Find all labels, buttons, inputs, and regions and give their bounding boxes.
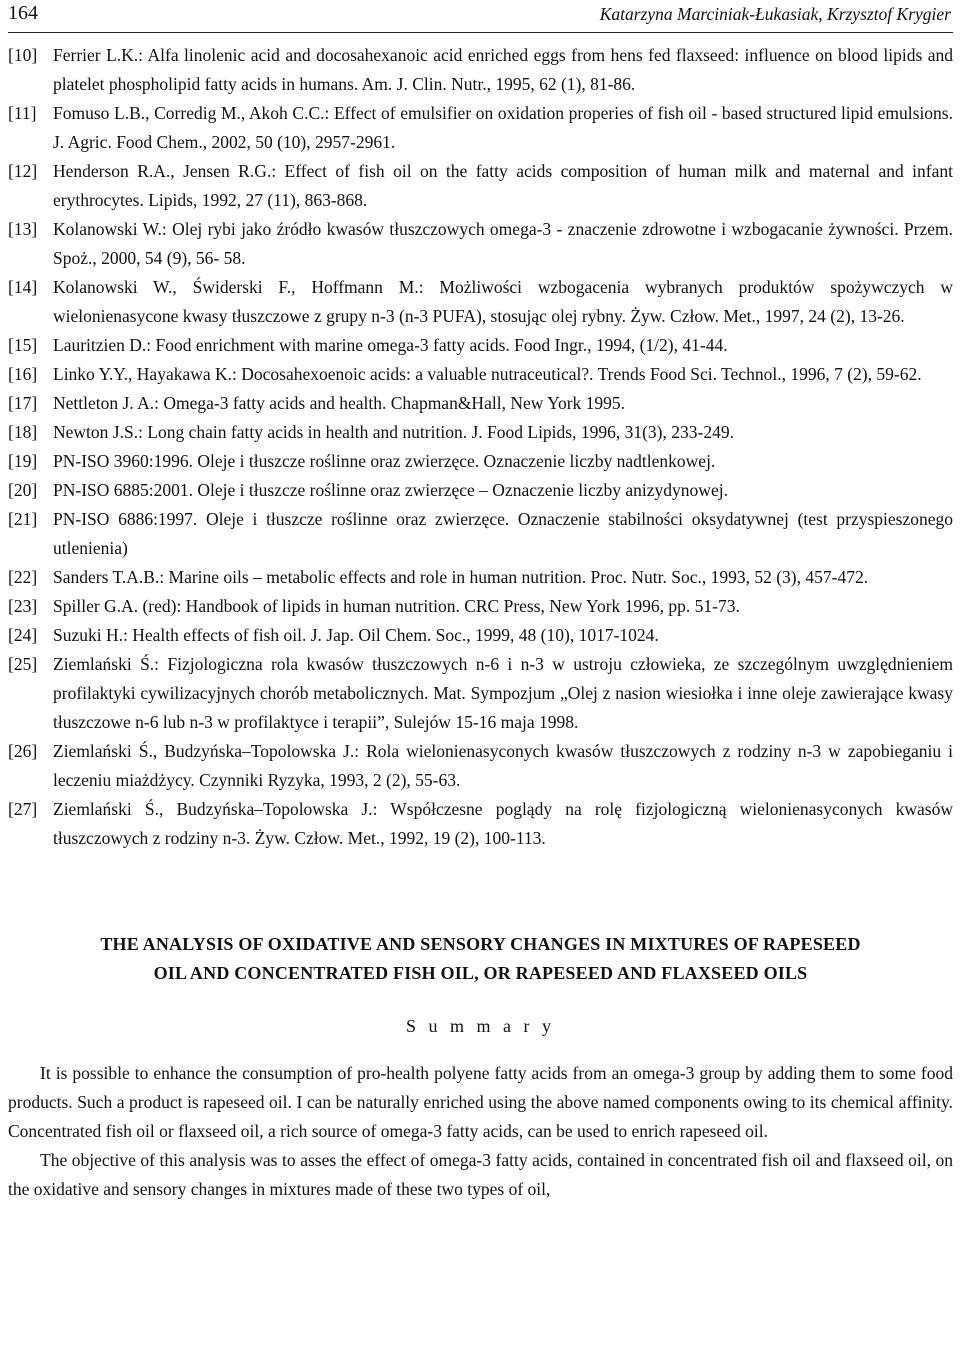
reference-number: [14] [8, 277, 38, 297]
reference-number: [13] [8, 219, 38, 239]
reference-item [8, 360, 953, 389]
reference-item [8, 215, 953, 273]
reference-item [8, 592, 953, 621]
reference-number: [26] [8, 741, 38, 761]
reference-item [8, 418, 953, 447]
reference-text: PN-ISO 3960:1996. Oleje i tłuszcze roślinne oraz zwierzęce. Oznaczenie liczby nadtlenkowej. [53, 451, 716, 471]
reference-list [8, 41, 953, 853]
reference-text: Spiller G.A. (red): Handbook of lipids in human nutrition. CRC Press, New York 1996, pp. 51-73. [53, 596, 740, 616]
reference-text: Newton J.S.: Long chain fatty acids in health and nutrition. J. Food Lipids, 1996, 31(3), 233-249. [53, 422, 734, 442]
reference-item [8, 389, 953, 418]
summary-paragraph: It is possible to enhance the consumption of pro-health polyene fatty acids from an omega-3 group by adding them to some food products. Such a product is rapeseed oil. I can be naturally enriched using the above named components owing to its chemical affinity. Concentrated fish oil or flaxseed oil, a rich source of omega-3 fatty acids, can be used to enrich rapeseed oil. [8, 1063, 953, 1141]
reference-number: [10] [8, 45, 38, 65]
article-title [8, 930, 953, 988]
summary-heading: S u m m a r y [406, 1016, 555, 1036]
article-title-line: THE ANALYSIS OF OXIDATIVE AND SENSORY CHANGES IN MIXTURES OF RAPESEED [100, 934, 861, 954]
reference-item [8, 41, 953, 99]
page-number: 164 [8, 2, 38, 24]
article-title-line: OIL AND CONCENTRATED FISH OIL, OR RAPESEED AND FLAXSEED OILS [153, 963, 808, 983]
reference-text: Suzuki H.: Health effects of fish oil. J. Jap. Oil Chem. Soc., 1999, 48 (10), 1017-1024. [53, 625, 659, 645]
reference-item [8, 99, 953, 157]
reference-text: Kolanowski W., Świderski F., Hoffmann M.: Możliwości wzbogacenia wybranych produktów spożywczych w wielonienasycone kwasy tłuszczowe z grupy n-3 (n-3 PUFA), stosując olej rybny. Żyw. Człow. Met., 1997, 24 (2), 13-26. [53, 277, 953, 326]
reference-text: Ferrier L.K.: Alfa linolenic acid and docosahexanoic acid enriched eggs from hens fed flaxseed: influence on blood lipids and platelet phospholipid fatty acids in humans. Am. J. Clin. Nutr., 1995, 62 (1), 81-86. [53, 45, 953, 94]
page-header [8, 0, 953, 33]
reference-number: [23] [8, 596, 38, 616]
reference-text: Nettleton J. A.: Omega-3 fatty acids and health. Chapman&Hall, New York 1995. [53, 393, 626, 413]
summary-paragraph: The objective of this analysis was to asses the effect of omega-3 fatty acids, contained in concentrated fish oil and flaxseed oil, on the oxidative and sensory changes in mixtures made of these two types of oil, [8, 1150, 953, 1199]
reference-text: PN-ISO 6886:1997. Oleje i tłuszcze roślinne oraz zwierzęce. Oznaczenie stabilności oksydatywnej (test przyspieszonego utlenienia) [53, 509, 953, 558]
reference-number: [16] [8, 364, 38, 384]
reference-text: Henderson R.A., Jensen R.G.: Effect of fish oil on the fatty acids composition of human milk and maternal and infant erythrocytes. Lipids, 1992, 27 (11), 863-868. [53, 161, 953, 210]
reference-item [8, 621, 953, 650]
reference-number: [12] [8, 161, 38, 181]
reference-item [8, 795, 953, 853]
document-page [8, 0, 953, 1204]
reference-item [8, 563, 953, 592]
reference-number: [15] [8, 335, 38, 355]
reference-number: [25] [8, 654, 38, 674]
reference-item [8, 447, 953, 476]
reference-text: Ziemlański Ś., Budzyńska–Topolowska J.: Rola wielonienasyconych kwasów tłuszczowych z rodziny n-3 w zapobieganiu i leczeniu miażdżycy. Czynniki Ryzyka, 1993, 2 (2), 55-63. [53, 741, 953, 790]
reference-number: [19] [8, 451, 38, 471]
reference-text: Kolanowski W.: Olej rybi jako źródło kwasów tłuszczowych omega-3 - znaczenie zdrowotne i wzbogacanie żywności. Przem. Spoż., 2000, 54 (9), 56- 58. [53, 219, 953, 268]
reference-text: Linko Y.Y., Hayakawa K.: Docosahexoenoic acids: a valuable nutraceutical?. Trends Food Sci. Technol., 1996, 7 (2), 59-62. [53, 364, 922, 384]
reference-item [8, 273, 953, 331]
reference-number: [22] [8, 567, 38, 587]
reference-item [8, 331, 953, 360]
reference-item [8, 505, 953, 563]
running-head: Katarzyna Marciniak-Łukasiak, Krzysztof Krygier [599, 4, 951, 24]
reference-text: Ziemlański Ś., Budzyńska–Topolowska J.: Współczesne poglądy na rolę fizjologiczną wielonienasyconych kwasów tłuszczowych z rodziny n-3. Żyw. Człow. Met., 1992, 19 (2), 100-113. [53, 799, 953, 848]
reference-number: [11] [8, 103, 37, 123]
reference-number: [27] [8, 799, 38, 819]
reference-item [8, 737, 953, 795]
reference-item [8, 157, 953, 215]
reference-text: Sanders T.A.B.: Marine oils – metabolic effects and role in human nutrition. Proc. Nutr. Soc., 1993, 52 (3), 457-472. [53, 567, 869, 587]
reference-number: [21] [8, 509, 38, 529]
reference-text: Lauritzien D.: Food enrichment with marine omega-3 fatty acids. Food Ingr., 1994, (1/2), 41-44. [53, 335, 728, 355]
reference-number: [18] [8, 422, 38, 442]
reference-item [8, 476, 953, 505]
reference-text: Ziemlański Ś.: Fizjologiczna rola kwasów tłuszczowych n-6 i n-3 w ustroju człowieka, ze szczególnym uwzględnieniem profilaktyki cywilizacyjnych chorób metabolicznych. Mat. Sympozjum „Olej z nasion wiesiołka i inne oleje zawierające kwasy tłuszczowe n-6 lub n-3 w profilaktyce i terapii”, Sulejów 15-16 maja 1998. [53, 654, 953, 732]
reference-text: Fomuso L.B., Corredig M., Akoh C.C.: Effect of emulsifier on oxidation properies of fish oil - based structured lipid emulsions. J. Agric. Food Chem., 2002, 50 (10), 2957-2961. [53, 103, 953, 152]
reference-number: [24] [8, 625, 38, 645]
reference-item [8, 650, 953, 737]
reference-text: PN-ISO 6885:2001. Oleje i tłuszcze roślinne oraz zwierzęce – Oznaczenie liczby anizydynowej. [53, 480, 728, 500]
reference-number: [20] [8, 480, 38, 500]
reference-number: [17] [8, 393, 38, 413]
